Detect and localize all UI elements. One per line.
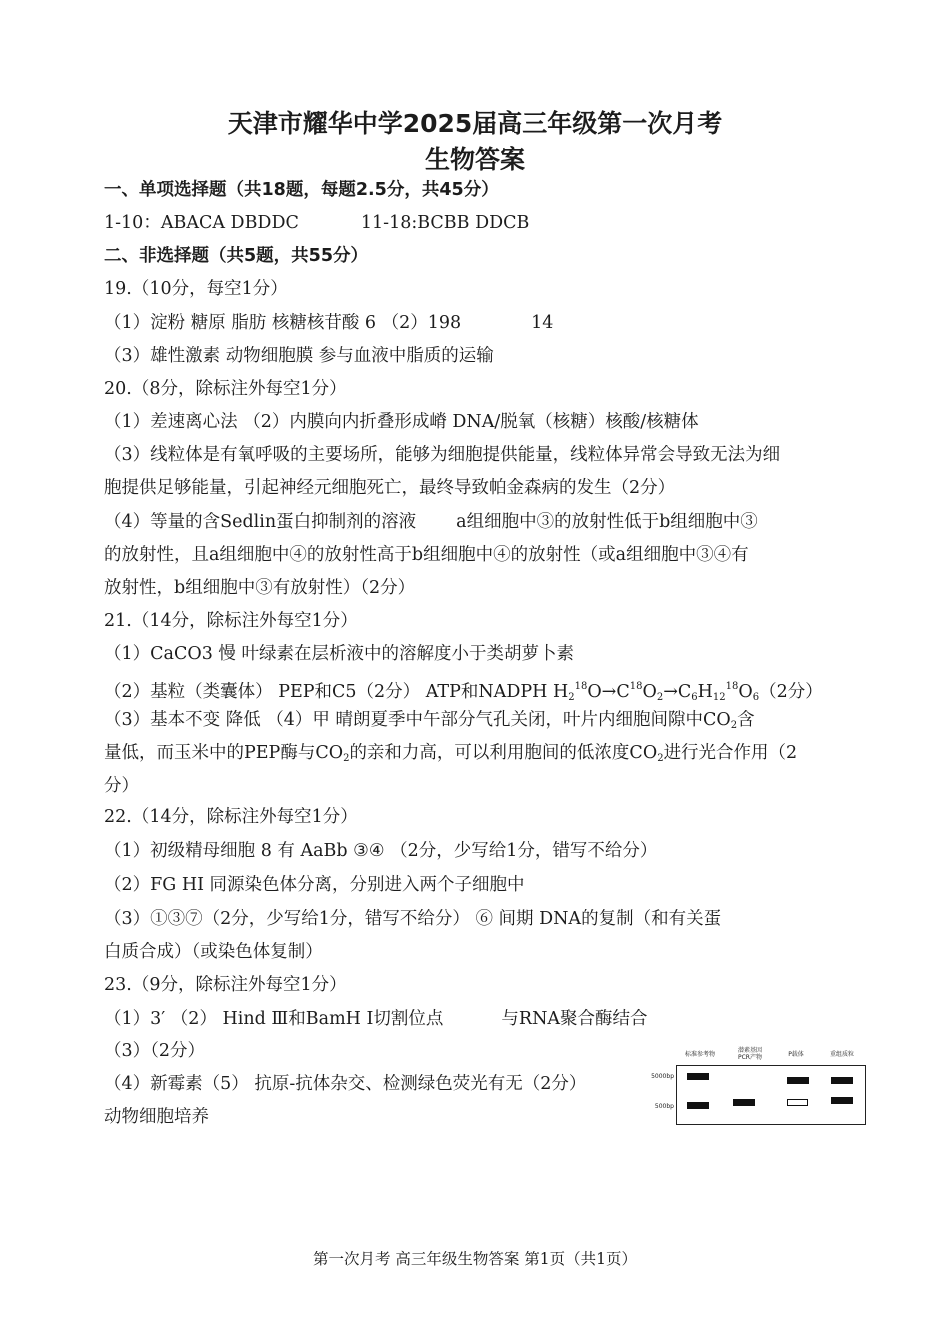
q21-line2b: （2分） [759, 682, 823, 702]
q19-part1: （1）淀粉 糖原 脂肪 核糖核苷酸 6 （2）198 [104, 313, 462, 333]
q21-line2a: （2）基粒（类囊体） PEP和C5（2分） ATP和NADPH [104, 682, 553, 702]
q22-line3: （3）①③⑦（2分，少写给1分，错写不给分） ⑥ 间期 DNA的复制（和有关蛋 [104, 909, 722, 929]
band-recombinant-low [831, 1097, 853, 1104]
q19-head: 19.（10分，每空1分） [104, 279, 288, 299]
q21-line5: 分） [104, 776, 139, 796]
q20-line3: 胞提供足够能量，引起神经元细胞死亡，最终导致帕金森病的发生（2分） [104, 478, 676, 498]
q22-line2: （2）FG HI 同源染色体分离，分别进入两个子细胞中 [104, 875, 525, 895]
section2-heading: 二、非选择题（共5题，共55分） [104, 246, 369, 266]
q20-line2: （3）线粒体是有氧呼吸的主要场所，能够为细胞提供能量，线粒体异常会导致无法为细 [104, 445, 781, 465]
lane-label-reference: 标准参考物 [684, 1051, 715, 1058]
q21-line2 [104, 676, 823, 709]
q20-line4 [104, 511, 758, 533]
page-footer: 第一次月考 高三年级生物答案 第1页（共1页） [312, 1250, 638, 1268]
q20-line4a: （4）等量的含Sedlin蛋白抑制剂的溶液 [104, 512, 417, 532]
lane-label-recombinant: 重组质粒 [829, 1051, 854, 1058]
lane-label-p-vector: P载体 [788, 1051, 804, 1058]
section1-answers [104, 212, 529, 234]
q23-line4: 动物细胞培养 [104, 1107, 209, 1127]
q23-line2: （3）（2分） [104, 1041, 206, 1061]
q19-part2b: 14 [531, 313, 554, 333]
q19-line1 [104, 312, 553, 334]
q22-head: 22.（14分，除标注外每空1分） [104, 807, 358, 827]
q22-line4: 白质合成）（或染色体复制） [104, 942, 323, 962]
band-reference-5000 [687, 1073, 709, 1080]
page-title: 天津市耀华中学2025届高三年级第一次月考 [227, 109, 723, 138]
section1-heading: 一、单项选择题（共18题，每题2.5分，共45分） [104, 180, 499, 200]
q20-head: 20.（8分，除标注外每空1分） [104, 379, 347, 399]
marker-5000bp: 5000bp [651, 1073, 674, 1080]
q20-line6: 放射性，b组细胞中③有放射性）（2分） [104, 578, 416, 598]
gel-figure [640, 1047, 870, 1127]
q21-line3: （3）基本不变 降低 （4）甲 晴朗夏季中午部分气孔关闭，叶片内细胞间隙中$CO_2$含 [104, 710, 755, 731]
q20-line5: 的放射性，且a组细胞中④的放射性高于b组细胞中④的放射性（或a组细胞中③④有 [104, 545, 749, 565]
band-recombinant-high [831, 1077, 853, 1084]
q22-line1: （1）初级精母细胞 8 有 AaBb ③④ （2分，少写给1分，错写不给分） [104, 841, 658, 861]
q19-line2: （3）雄性激素 动物细胞膜 参与血液中脂质的运输 [104, 346, 494, 366]
gel-box [676, 1065, 866, 1125]
band-p-vector-high [787, 1077, 809, 1084]
band-p-vector-low-open [787, 1099, 808, 1106]
q23-line3: （4）新霉素（5） 抗原-抗体杂交、检测绿色荧光有无（2分） [104, 1074, 587, 1094]
q20-line4b: a组细胞中③的放射性低于b组细胞中③ [456, 512, 758, 532]
q20-line1: （1）差速离心法 （2）内膜向内折叠形成嵴 DNA/脱氧（核糖）核酸/核糖体 [104, 412, 699, 432]
q21-line1: （1）CaCO3 慢 叶绿素在层析液中的溶解度小于类胡萝卜素 [104, 644, 574, 664]
band-pcr-product [733, 1099, 755, 1106]
q21-head: 21.（14分，除标注外每空1分） [104, 611, 358, 631]
marker-500bp: 500bp [654, 1103, 674, 1110]
q23-line1: （1）3′ （2） Hind Ⅲ和BamH Ⅰ切割位点 与RNA聚合酶结合 [104, 1009, 648, 1029]
lane-label-pcr: 潜素基因 PCR产物 [737, 1047, 762, 1061]
answers-1-10: 1-10：ABACA DBDDC [104, 213, 299, 233]
q21-line4: 量低，而玉米中的PEP酶与$CO_2$的亲和力高，可以利用胞间的低浓度$CO_2$进行光合作用（2 [104, 743, 798, 764]
page-subtitle: 生物答案 [424, 145, 525, 174]
answers-11-18: 11-18:BCBB DDCB [360, 213, 530, 233]
band-reference-500 [687, 1102, 709, 1109]
q23-head: 23.（9分，除标注外每空1分） [104, 975, 347, 995]
isotope-equation: $H_2^{18}O\to C^{18}O_2\to C_6H_{12}^{18}O_6$ [552, 681, 760, 703]
